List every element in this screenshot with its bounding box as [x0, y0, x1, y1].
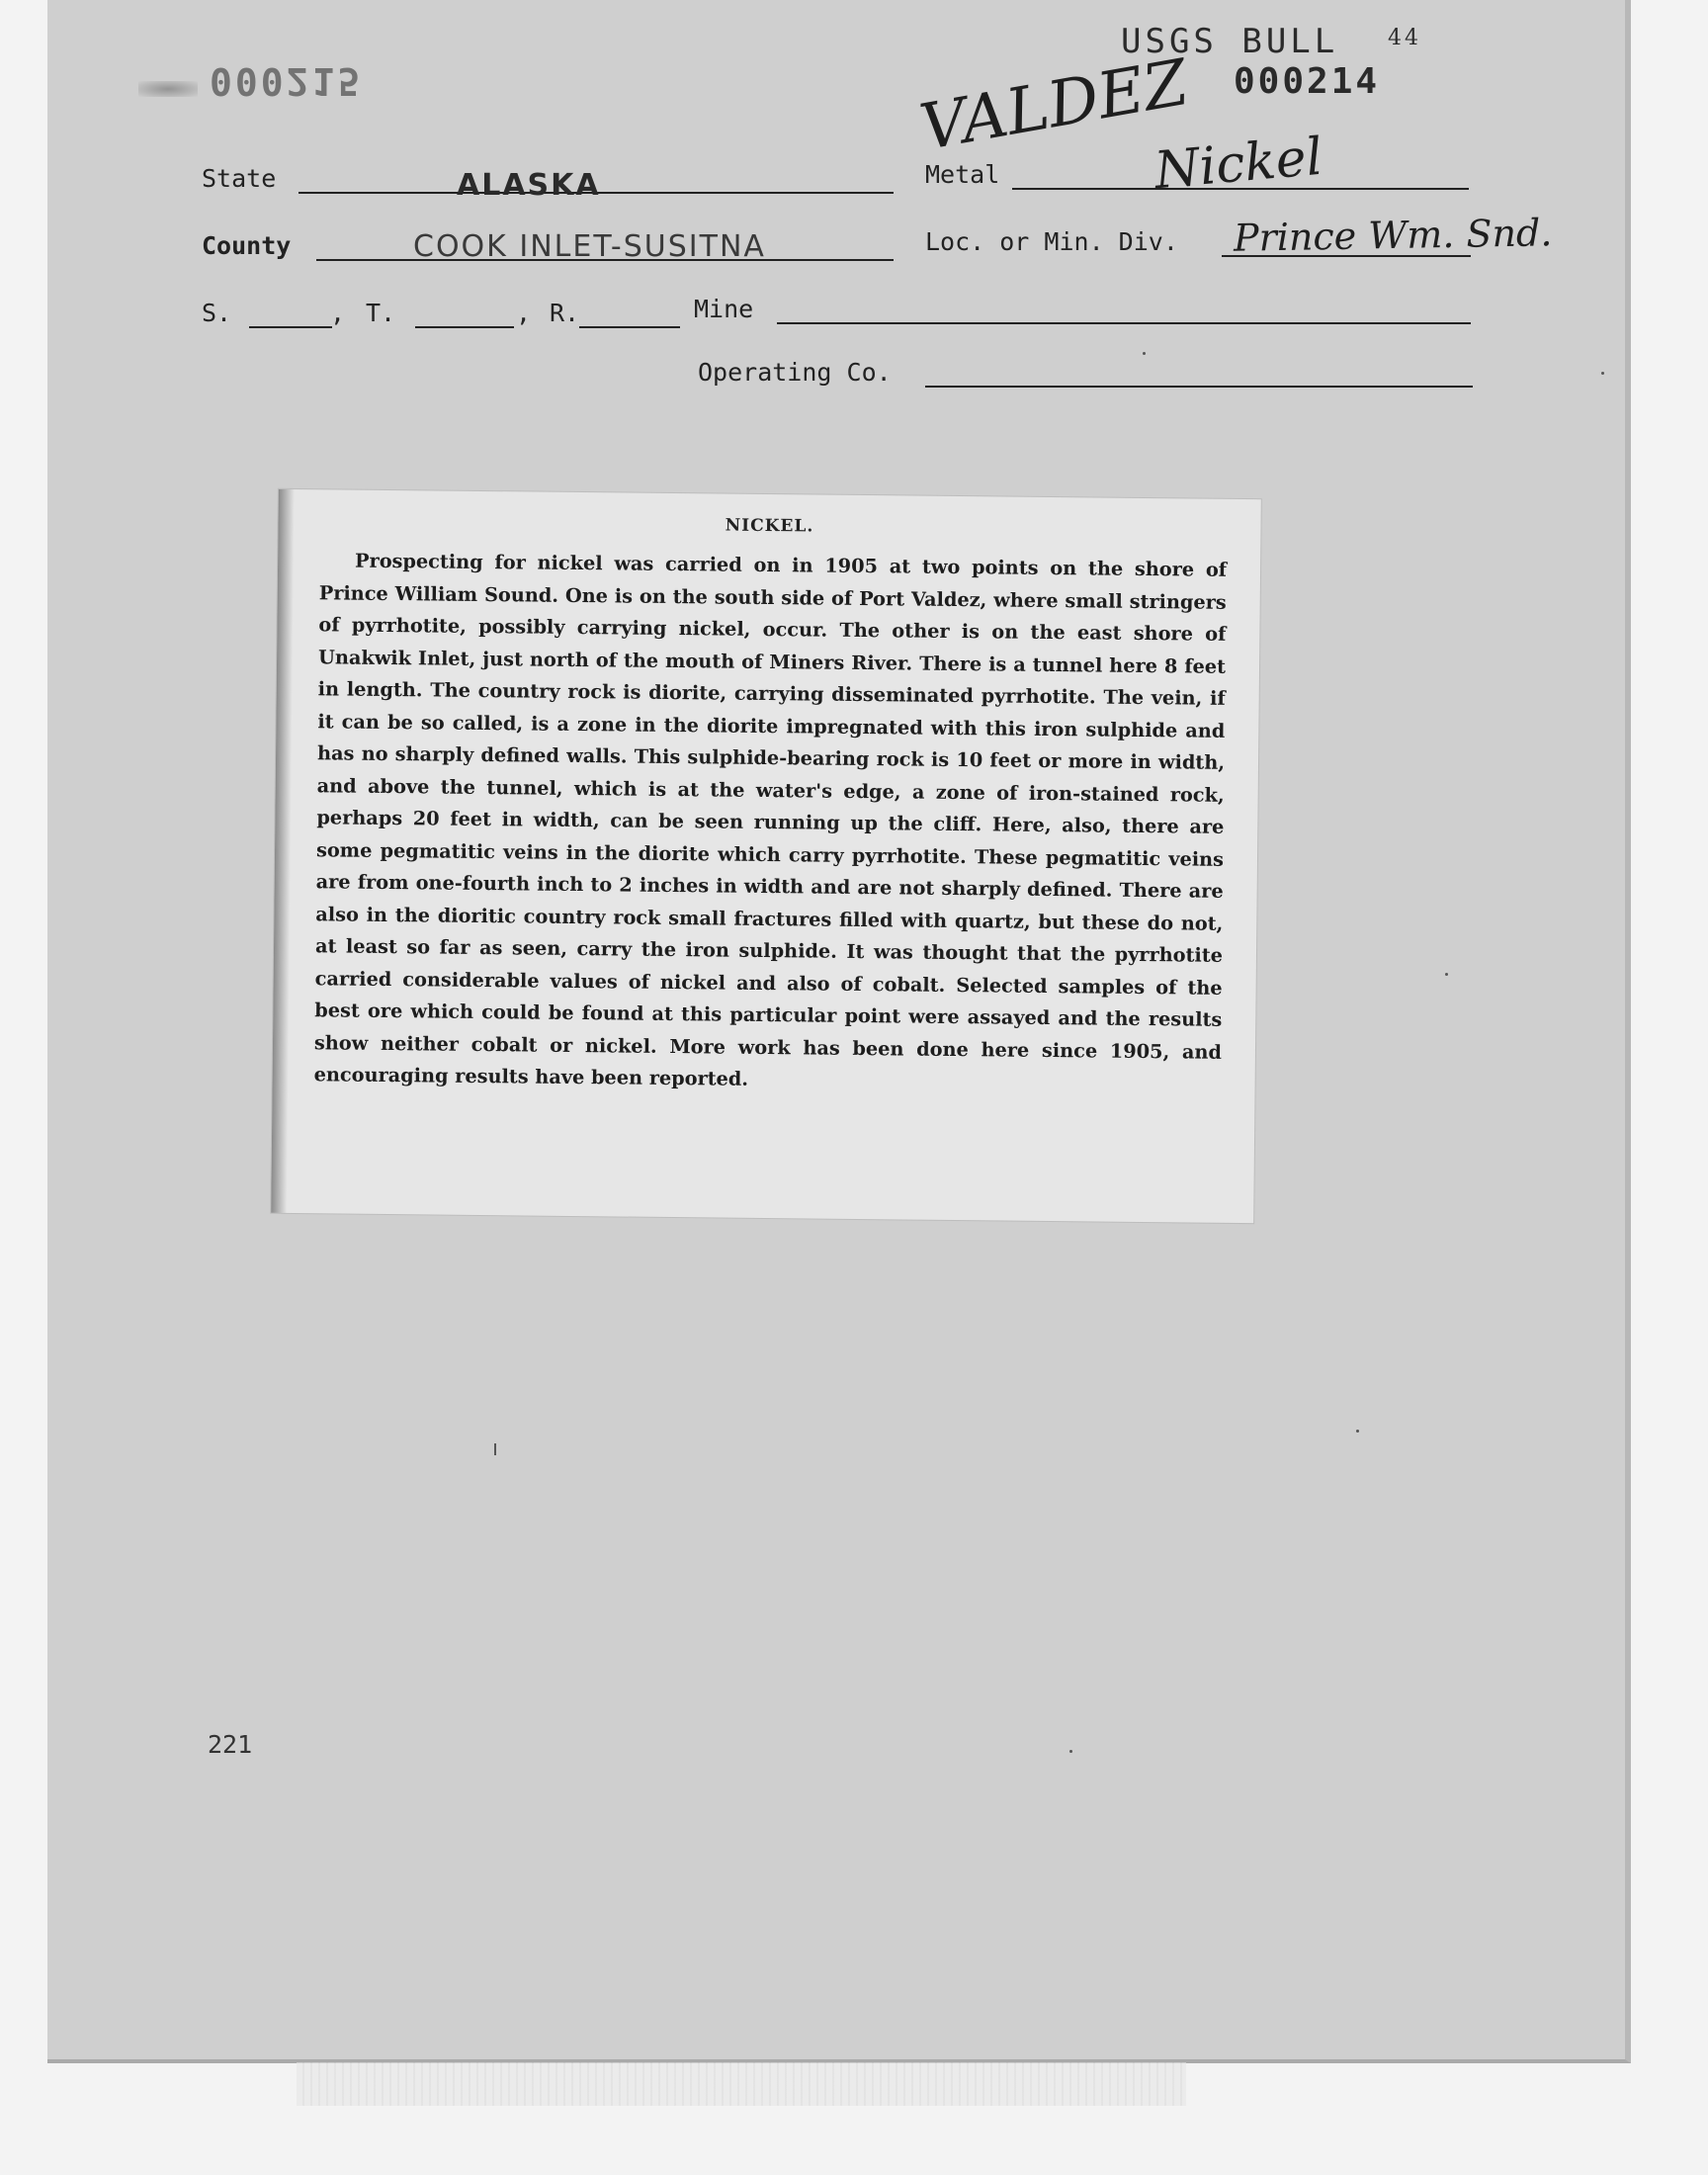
comma-separator: , — [330, 299, 346, 327]
county-value: COOK INLET-SUSITNA — [413, 229, 766, 264]
scan-edge-artifact — [297, 2062, 1186, 2106]
comma-separator: , — [516, 299, 532, 327]
township-label: T. — [366, 299, 396, 327]
state-value: ALASKA — [457, 168, 601, 203]
state-label: State — [202, 164, 277, 193]
mine-line — [777, 322, 1471, 324]
usgs-bull-stamp: USGS BULL — [1121, 22, 1339, 61]
operating-co-line — [925, 386, 1473, 388]
ink-smudge — [138, 81, 198, 97]
speck — [494, 1443, 496, 1455]
pasted-clipping — [271, 489, 1261, 1223]
page-number: 221 — [208, 1730, 253, 1759]
clipping-title: NICKEL. — [725, 515, 814, 537]
range-label: R. — [550, 299, 580, 327]
county-label: County — [202, 231, 292, 260]
loc-label: Loc. or Min. Div. — [925, 227, 1178, 256]
range-line — [579, 326, 680, 328]
speck — [1069, 1750, 1072, 1753]
section-line — [249, 326, 332, 328]
clipping-body: Prospecting for nickel was carried on in 1905 at two points on the shore of Prince William Sound. One is on the south side of Port Valdez, where small stringers of pyrrhotite, possibly carrying nickel, occur. The other is on the east shore of Unakwik Inlet, just north of the mouth of Miners River. There is a tunnel here 8 feet in length. The country rock is diorite, carrying disseminated pyrrhotite. The vein, if it can be so called, is a zone in the diorite impregnated with this iron sulphide and has no sharply defined walls. This sulphide-bearing rock is 10 feet or more in width, and above the tunnel, which is at the water's edge, a zone of iron-stained rock, perhaps 20 feet in width, can be seen running up the cliff. Here, also, there are some pegmatitic veins in the diorite which carry pyrrhotite. These pegmatitic veins are from one-fourth inch to 2 inches in width and are not sharply defined. There are also in the dioritic country rock small fractures filled with quartz, but these do not, at least so far as seen, carry the iron sulphide. It was thought that the pyrrhotite carried considerable values of nickel and also of cobalt. Selected samples of the best ore which could be found at this particular point were assayed and the results show neither cobalt or nickel. More work has been done here since 1905, and encouraging results have been reported. — [313, 549, 1228, 1090]
metal-annotation-handwritten: VALDEZ — [914, 45, 1194, 166]
speck — [1143, 352, 1146, 355]
loc-value-handwritten: Prince Wm. Snd. — [1233, 211, 1553, 260]
bleed-through-number: 000215 — [210, 59, 364, 103]
speck — [1356, 1430, 1359, 1433]
metal-value-handwritten: Nickel — [1152, 127, 1325, 202]
speck — [1445, 973, 1448, 976]
usgs-bull-number-handwritten: 44 — [1388, 26, 1421, 50]
mine-label: Mine — [694, 295, 754, 323]
document-number-stamp: 000214 — [1234, 61, 1381, 102]
speck — [1601, 372, 1604, 375]
section-label: S. — [202, 299, 232, 327]
operating-co-label: Operating Co. — [698, 358, 892, 387]
township-line — [415, 326, 514, 328]
metal-label: Metal — [925, 160, 1000, 189]
